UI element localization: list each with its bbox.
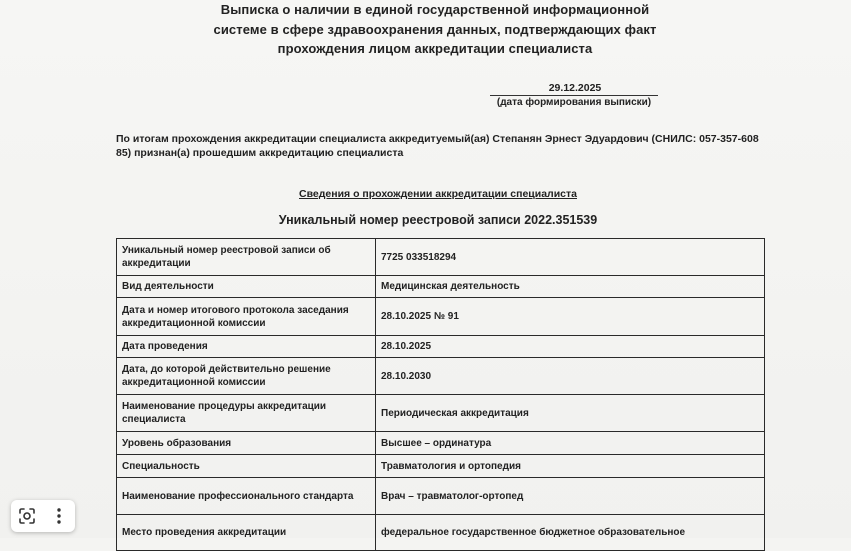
row-value: 7725 033518294 (376, 239, 765, 276)
table-row (117, 276, 765, 298)
row-label: Место проведения аккредитации (117, 515, 376, 551)
row-label: Наименование профессионального стандарта (117, 478, 376, 515)
row-label: Дата и номер итогового протокола заседания аккредитационной комиссии (117, 298, 376, 336)
row-label: Специальность (117, 455, 376, 478)
row-value: 28.10.2025 № 91 (376, 298, 765, 336)
statement-date: 29.12.2025 (548, 82, 602, 94)
table-row (117, 239, 765, 276)
row-value: 28.10.2025 (376, 336, 765, 358)
table-row (117, 455, 765, 478)
document-title (200, 0, 670, 59)
date-caption: (дата формирования выписки) (496, 97, 652, 108)
row-value: федеральное государственное бюджетное образовательное (376, 515, 765, 551)
section-heading: Сведения о прохождении аккредитации специалиста (299, 188, 577, 200)
accreditation-paragraph: По итогам прохождения аккредитации специалиста аккредитуемый(ая) Степанян Эрнест Эдуардович (СНИЛС: 057-357-608 85) признан(а) прошедшим аккредитацию специалиста (116, 133, 759, 159)
table-row (117, 358, 765, 395)
row-value: Медицинская деятельность (376, 276, 765, 298)
table-row (117, 432, 765, 455)
row-label: Дата, до которой действительно решение аккредитационной комиссии (117, 358, 376, 395)
row-value: Высшее – ординатура (376, 432, 765, 455)
lens-search-icon[interactable] (13, 502, 41, 530)
row-label: Вид деятельности (117, 276, 376, 298)
title-line: прохождения лицом аккредитации специалиста (277, 41, 593, 56)
row-label: Дата проведения (117, 336, 376, 358)
table-row (117, 478, 765, 515)
table-row (117, 336, 765, 358)
registry-number: Уникальный номер реестровой записи 2022.351539 (278, 213, 598, 227)
image-toolbar (11, 500, 75, 532)
row-label: Уровень образования (117, 432, 376, 455)
row-value: Травматология и ортопедия (376, 455, 765, 478)
date-underline (490, 95, 658, 96)
table-row (117, 395, 765, 432)
row-label: Уникальный номер реестровой записи об аккредитации (117, 239, 376, 276)
more-vertical-icon[interactable] (45, 502, 73, 530)
accreditation-table (116, 238, 765, 551)
row-value: Врач – травматолог-ортопед (376, 478, 765, 515)
title-line: Выписка о наличии в единой государственной информационной (220, 2, 650, 17)
table-row (117, 515, 765, 551)
title-line: системе в сфере здравоохранения данных, подтверждающих факт (213, 21, 657, 37)
row-value: 28.10.2030 (376, 358, 765, 395)
table-row (117, 298, 765, 336)
row-value: Периодическая аккредитация (376, 395, 765, 432)
row-label: Наименование процедуры аккредитации специалиста (117, 395, 376, 432)
